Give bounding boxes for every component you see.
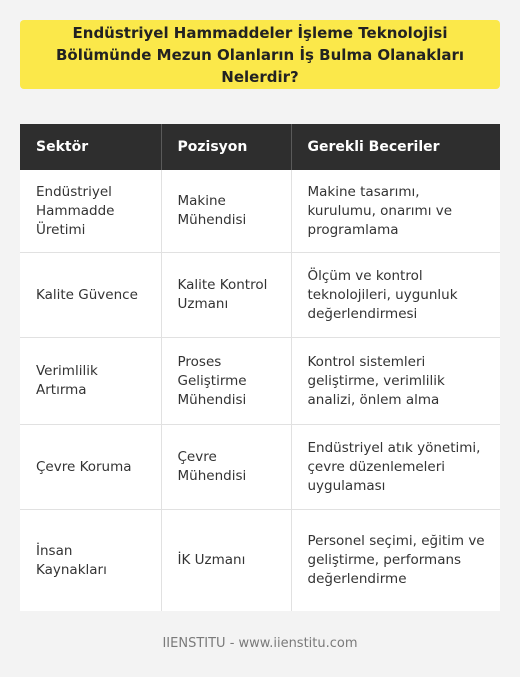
cell-skills: Makine tasarımı, kurulumu, onarımı ve programlama xyxy=(291,170,500,253)
table-row xyxy=(20,170,500,253)
cell-sector: Çevre Koruma xyxy=(20,425,161,510)
cell-position: İK Uzmanı xyxy=(161,510,291,612)
title-banner xyxy=(20,20,500,89)
table-header-row xyxy=(20,124,500,170)
cell-sector: Verimlilik Artırma xyxy=(20,338,161,425)
table-row xyxy=(20,510,500,612)
header-skills: Gerekli Beceriler xyxy=(291,124,500,170)
footer-credit: IIENSTITU - www.iienstitu.com xyxy=(162,636,358,651)
careers-table xyxy=(20,124,500,611)
table-row xyxy=(20,253,500,338)
cell-position: Kalite Kontrol Uzmanı xyxy=(161,253,291,338)
cell-sector: Kalite Güvence xyxy=(20,253,161,338)
cell-skills: Endüstriyel atık yönetimi, çevre düzenlemeleri uygulaması xyxy=(291,425,500,510)
cell-sector: Endüstriyel Hammadde Üretimi xyxy=(20,170,161,253)
header-position: Pozisyon xyxy=(161,124,291,170)
cell-skills: Ölçüm ve kontrol teknolojileri, uygunluk değerlendirmesi xyxy=(291,253,500,338)
cell-position: Proses Geliştirme Mühendisi xyxy=(161,338,291,425)
table-row xyxy=(20,425,500,510)
table-row xyxy=(20,338,500,425)
header-sector: Sektör xyxy=(20,124,161,170)
cell-skills: Personel seçimi, eğitim ve geliştirme, performans değerlendirme xyxy=(307,533,485,587)
cell-position: Makine Mühendisi xyxy=(161,170,291,253)
page-title: Endüstriyel Hammaddeler İşleme Teknolojisi Bölümünde Mezun Olanların İş Bulma Olanakları Nelerdir? xyxy=(55,23,465,86)
cell-skills: Kontrol sistemleri geliştirme, verimlilik analizi, önlem alma xyxy=(291,338,500,425)
cell-position: Çevre Mühendisi xyxy=(161,425,291,510)
cell-sector: İnsan Kaynakları xyxy=(20,510,161,612)
